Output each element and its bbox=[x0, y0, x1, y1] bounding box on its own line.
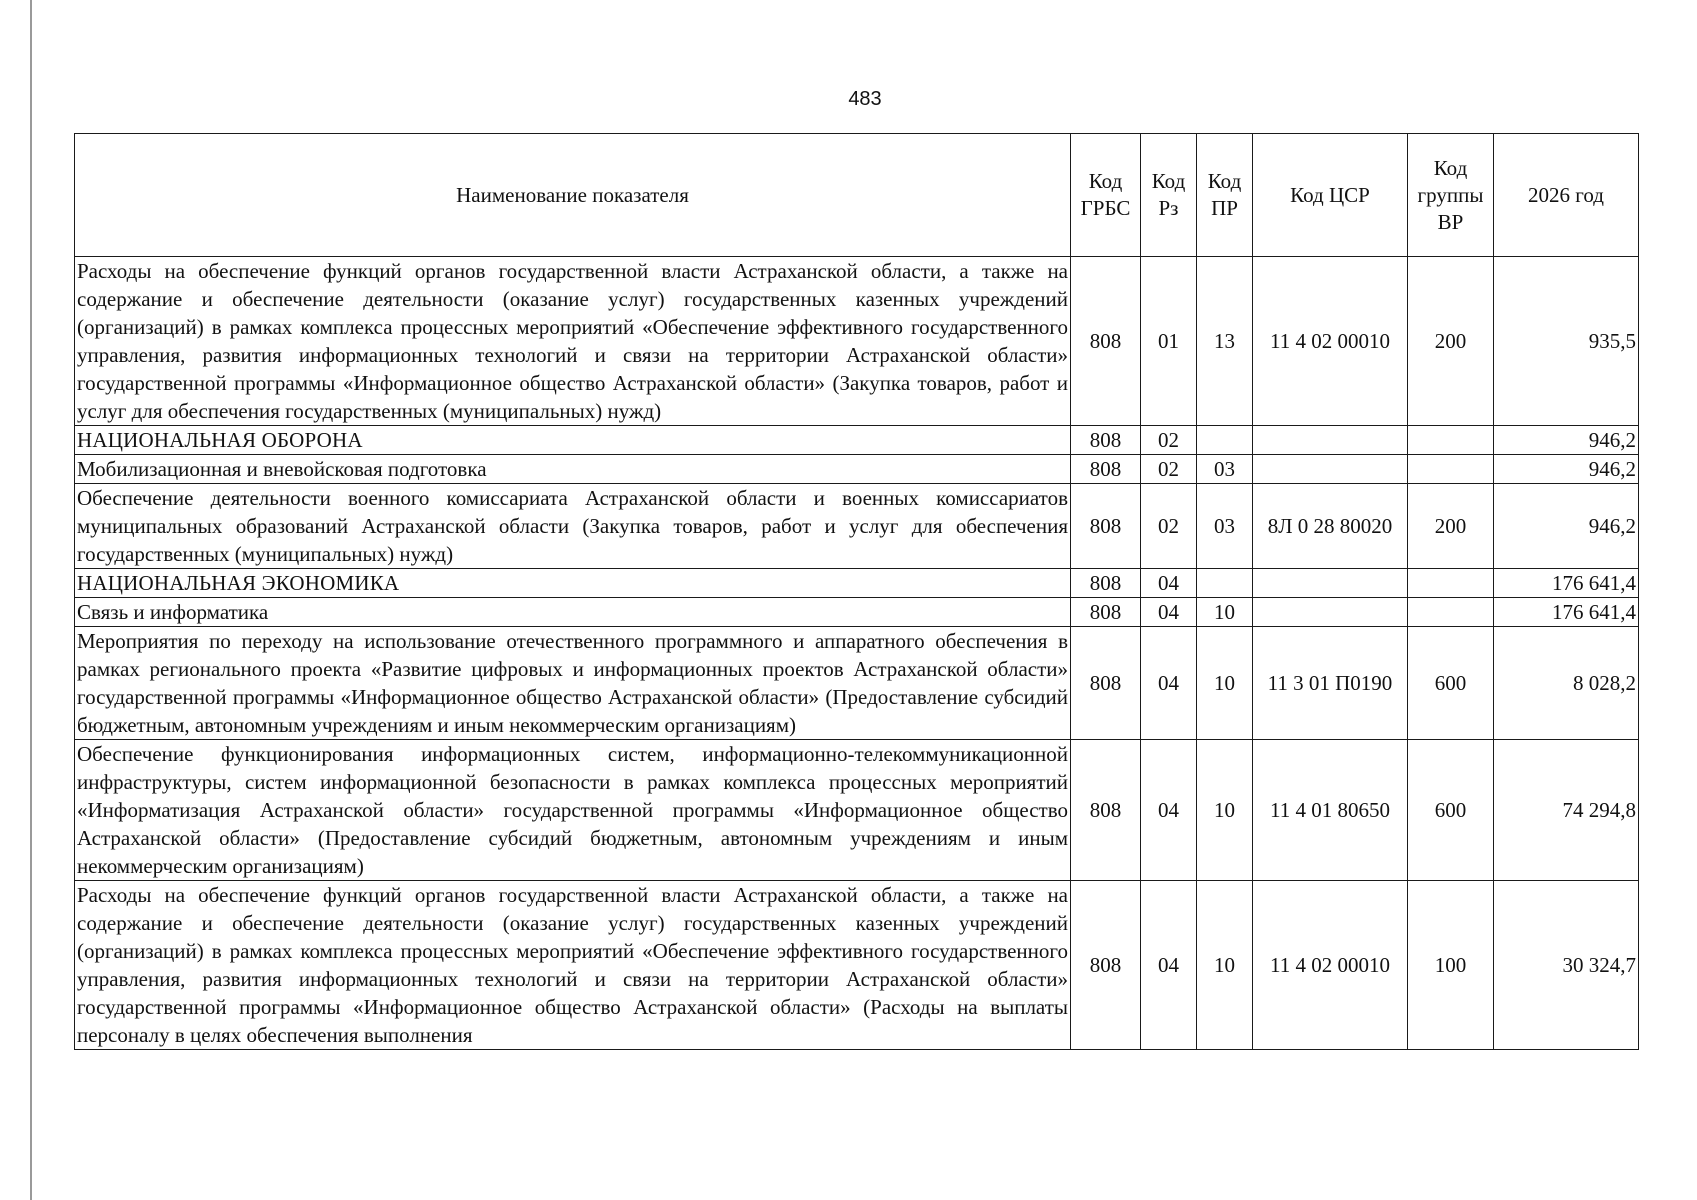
row-rz: 02 bbox=[1141, 426, 1197, 455]
row-vr bbox=[1408, 598, 1494, 627]
row-sum: 935,5 bbox=[1494, 257, 1639, 426]
table-row bbox=[75, 426, 1639, 455]
row-name: Мобилизационная и вневойсковая подготовка bbox=[75, 455, 1071, 484]
page-number: 483 bbox=[848, 88, 882, 110]
row-sum: 946,2 bbox=[1494, 484, 1639, 569]
row-grbs: 808 bbox=[1071, 598, 1141, 627]
header-rz: Код Рз bbox=[1141, 134, 1197, 257]
row-vr: 200 bbox=[1408, 484, 1494, 569]
row-pr: 10 bbox=[1197, 598, 1253, 627]
row-vr: 600 bbox=[1408, 740, 1494, 881]
row-csr bbox=[1253, 598, 1408, 627]
row-vr: 200 bbox=[1408, 257, 1494, 426]
row-rz: 01 bbox=[1141, 257, 1197, 426]
row-rz: 04 bbox=[1141, 569, 1197, 598]
row-rz: 04 bbox=[1141, 881, 1197, 1050]
header-name: Наименование показателя bbox=[75, 134, 1071, 257]
row-csr: 11 4 02 00010 bbox=[1253, 881, 1408, 1050]
row-name: Расходы на обеспечение функций органов государственной власти Астраханской области, а также на содержание и обеспечение деятельности (оказание услуг) государственных казенных учреждений (организаций) в рамках комплекса процессных мероприятий «Обеспечение эффективного государственного управления, развития информационных технологий и связи на территории Астраханской области» государственной программы «Информационное общество Астраханской области» (Закупка товаров, работ и услуг для обеспечения государственных (муниципальных) нужд) bbox=[75, 257, 1071, 426]
row-vr bbox=[1408, 569, 1494, 598]
row-vr: 100 bbox=[1408, 881, 1494, 1050]
header-grbs: Код ГРБС bbox=[1071, 134, 1141, 257]
row-grbs: 808 bbox=[1071, 881, 1141, 1050]
row-vr: 600 bbox=[1408, 627, 1494, 740]
row-grbs: 808 bbox=[1071, 257, 1141, 426]
row-name: Обеспечение деятельности военного комиссариата Астраханской области и военных комиссариатов муниципальных образований Астраханской области (Закупка товаров, работ и услуг для обеспечения государственных (муниципальных) нужд) bbox=[75, 484, 1071, 569]
header-pr: Код ПР bbox=[1197, 134, 1253, 257]
row-grbs: 808 bbox=[1071, 455, 1141, 484]
row-name: Связь и информатика bbox=[75, 598, 1071, 627]
row-rz: 02 bbox=[1141, 484, 1197, 569]
table-header-row bbox=[75, 134, 1639, 257]
row-pr: 10 bbox=[1197, 740, 1253, 881]
row-pr: 10 bbox=[1197, 881, 1253, 1050]
row-pr bbox=[1197, 569, 1253, 598]
row-name: НАЦИОНАЛЬНАЯ ОБОРОНА bbox=[75, 426, 1071, 455]
row-grbs: 808 bbox=[1071, 426, 1141, 455]
row-name: Мероприятия по переходу на использование отечественного программного и аппаратного обеспечения в рамках регионального проекта «Развитие цифровых и информационных проектов Астраханской области» государственной программы «Информационное общество Астраханской области» (Предоставление субсидий бюджетным, автономным учреждениям и иным некоммерческим организациям) bbox=[75, 627, 1071, 740]
row-pr bbox=[1197, 426, 1253, 455]
row-sum: 176 641,4 bbox=[1494, 569, 1639, 598]
row-pr: 03 bbox=[1197, 484, 1253, 569]
table-row bbox=[75, 257, 1639, 426]
row-grbs: 808 bbox=[1071, 627, 1141, 740]
row-csr bbox=[1253, 455, 1408, 484]
row-rz: 04 bbox=[1141, 740, 1197, 881]
row-csr: 8Л 0 28 80020 bbox=[1253, 484, 1408, 569]
row-pr: 10 bbox=[1197, 627, 1253, 740]
table-row bbox=[75, 740, 1639, 881]
header-vr: Код группы ВР bbox=[1408, 134, 1494, 257]
row-name: Обеспечение функционирования информационных систем, информационно-телекоммуникационной инфраструктуры, систем информационной безопасности в рамках комплекса процессных мероприятий «Информатизация Астраханской области» государственной программы «Информационное общество Астраханской области» (Предоставление субсидий бюджетным, автономным учреждениям и иным некоммерческим организациям) bbox=[75, 740, 1071, 881]
row-csr: 11 3 01 П0190 bbox=[1253, 627, 1408, 740]
row-name: Расходы на обеспечение функций органов государственной власти Астраханской области, а также на содержание и обеспечение деятельности (оказание услуг) государственных казенных учреждений (организаций) в рамках комплекса процессных мероприятий «Обеспечение эффективного государственного управления, развития информационных технологий и связи на территории Астраханской области» государственной программы «Информационное общество Астраханской области» (Расходы на выплаты персоналу в целях обеспечения выполнения bbox=[75, 881, 1071, 1050]
row-rz: 04 bbox=[1141, 627, 1197, 740]
row-rz: 04 bbox=[1141, 598, 1197, 627]
row-sum: 946,2 bbox=[1494, 426, 1639, 455]
row-csr bbox=[1253, 426, 1408, 455]
row-pr: 13 bbox=[1197, 257, 1253, 426]
table-row bbox=[75, 455, 1639, 484]
table-row bbox=[75, 484, 1639, 569]
row-name: НАЦИОНАЛЬНАЯ ЭКОНОМИКА bbox=[75, 569, 1071, 598]
row-pr: 03 bbox=[1197, 455, 1253, 484]
row-rz: 02 bbox=[1141, 455, 1197, 484]
row-sum: 8 028,2 bbox=[1494, 627, 1639, 740]
table-row bbox=[75, 598, 1639, 627]
budget-table bbox=[74, 133, 1639, 1050]
header-csr: Код ЦСР bbox=[1253, 134, 1408, 257]
row-grbs: 808 bbox=[1071, 569, 1141, 598]
row-csr: 11 4 01 80650 bbox=[1253, 740, 1408, 881]
row-grbs: 808 bbox=[1071, 484, 1141, 569]
header-year: 2026 год bbox=[1494, 134, 1639, 257]
row-csr: 11 4 02 00010 bbox=[1253, 257, 1408, 426]
page-margin-line bbox=[30, 0, 32, 1200]
row-csr bbox=[1253, 569, 1408, 598]
row-sum: 74 294,8 bbox=[1494, 740, 1639, 881]
table-row bbox=[75, 569, 1639, 598]
table-row bbox=[75, 881, 1639, 1050]
row-sum: 30 324,7 bbox=[1494, 881, 1639, 1050]
row-vr bbox=[1408, 455, 1494, 484]
row-vr bbox=[1408, 426, 1494, 455]
table-row bbox=[75, 627, 1639, 740]
row-sum: 176 641,4 bbox=[1494, 598, 1639, 627]
row-grbs: 808 bbox=[1071, 740, 1141, 881]
row-sum: 946,2 bbox=[1494, 455, 1639, 484]
